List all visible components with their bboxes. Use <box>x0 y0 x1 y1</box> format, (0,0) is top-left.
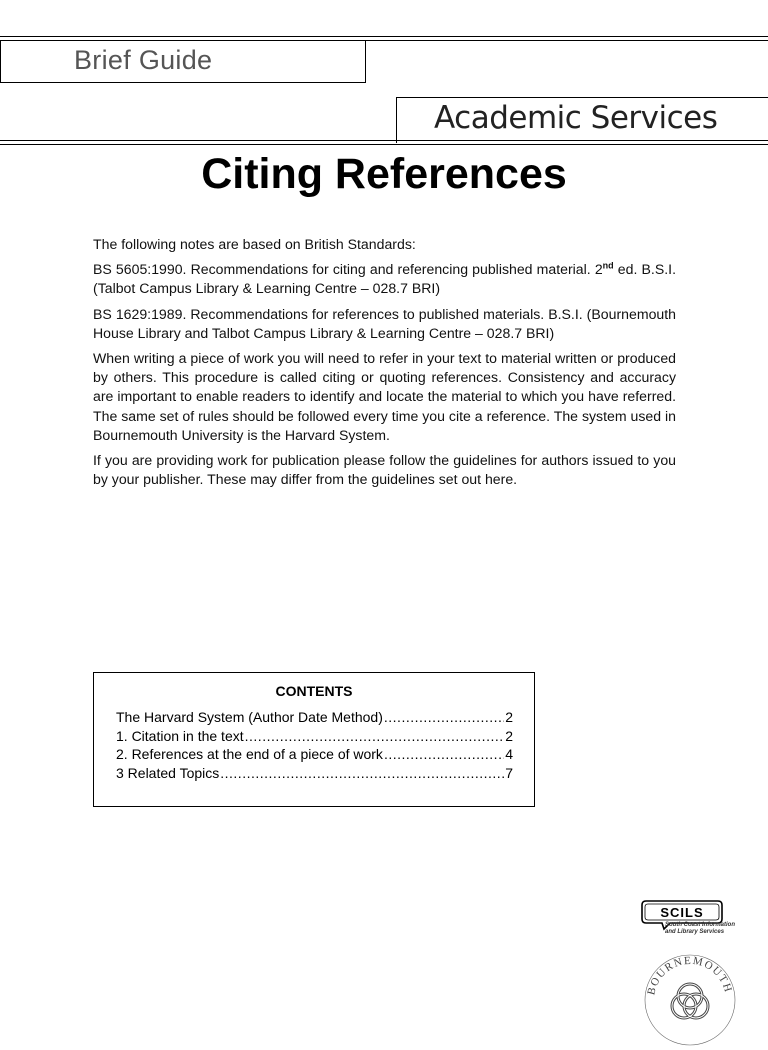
toc-entry-page: 4 <box>505 746 513 762</box>
toc-entry[interactable] <box>116 708 513 727</box>
scils-caption <box>665 922 735 936</box>
toc-entry-label: 3 Related Topics <box>116 764 220 781</box>
edition-superscript: nd <box>602 260 614 271</box>
toc-entry-page: 2 <box>505 727 513 744</box>
academic-services-label: Academic Services <box>434 100 718 136</box>
scils-caption-line-1: South Coast Information <box>665 922 735 928</box>
mid-rule-2 <box>0 144 768 145</box>
toc-leader-dots <box>384 708 504 727</box>
intro-paragraph-4: When writing a piece of work you will need to refer in your text to material written or produced by others. This procedure is called citing or quoting references. Consistency and accuracy are important to enable readers to identify and locate the material to which you have referred. The same set of rules should be followed every time you cite a reference. The system used in Bournemouth University is the Harvard System. <box>93 350 676 443</box>
svg-text:BOURNEMOUTH <box>645 955 734 996</box>
toc-leader-dots <box>384 745 504 764</box>
intro-paragraph-1: The following notes are based on British Standards: <box>93 236 416 252</box>
bs5605-main: BS 5605:1990. Recommendations for citing and referencing published material. 2 <box>93 261 603 278</box>
intro-text <box>93 235 676 495</box>
toc-leader-dots <box>220 764 504 783</box>
toc-entry[interactable] <box>116 727 513 746</box>
toc-entry-label: The Harvard System (Author Date Method) <box>116 709 383 725</box>
contents-box <box>93 672 535 807</box>
toc-entry-page: 7 <box>505 764 513 781</box>
scils-logo-text: SCILS <box>660 905 704 920</box>
table-of-contents <box>116 708 513 782</box>
seal-text: BOURNEMOUTH <box>645 954 735 997</box>
bs5605-tail: ed. B.S.I. (Talbot Campus Library & Learning Centre – 028.7 BRI) <box>93 261 676 297</box>
toc-entry[interactable] <box>116 764 513 783</box>
bournemouth-seal <box>640 950 740 1050</box>
toc-entry-label: 1. Citation in the text <box>116 727 244 744</box>
toc-entry-page: 2 <box>505 709 513 725</box>
brief-guide-label: Brief Guide <box>74 45 213 75</box>
top-rule-1 <box>0 36 768 37</box>
intro-paragraph-5: If you are providing work for publication please follow the guidelines for authors issued to you by your publisher. These may differ from the guidelines set out here. <box>93 452 676 488</box>
toc-entry-label: 2. References at the end of a piece of work <box>116 746 383 762</box>
contents-heading: CONTENTS <box>275 683 353 699</box>
toc-entry[interactable] <box>116 745 513 764</box>
mid-rule-1 <box>0 140 768 141</box>
toc-leader-dots <box>245 727 505 746</box>
intro-paragraph-3: BS 1629:1989. Recommendations for references to published materials. B.S.I. (Bournemouth House Library and Talbot Campus Library & Learning Centre – 028.7 BRI) <box>93 305 676 341</box>
intro-paragraph-2 <box>93 260 676 298</box>
scils-caption-line-2: and Library Services <box>665 929 725 935</box>
page-title: Citing References <box>201 150 567 198</box>
